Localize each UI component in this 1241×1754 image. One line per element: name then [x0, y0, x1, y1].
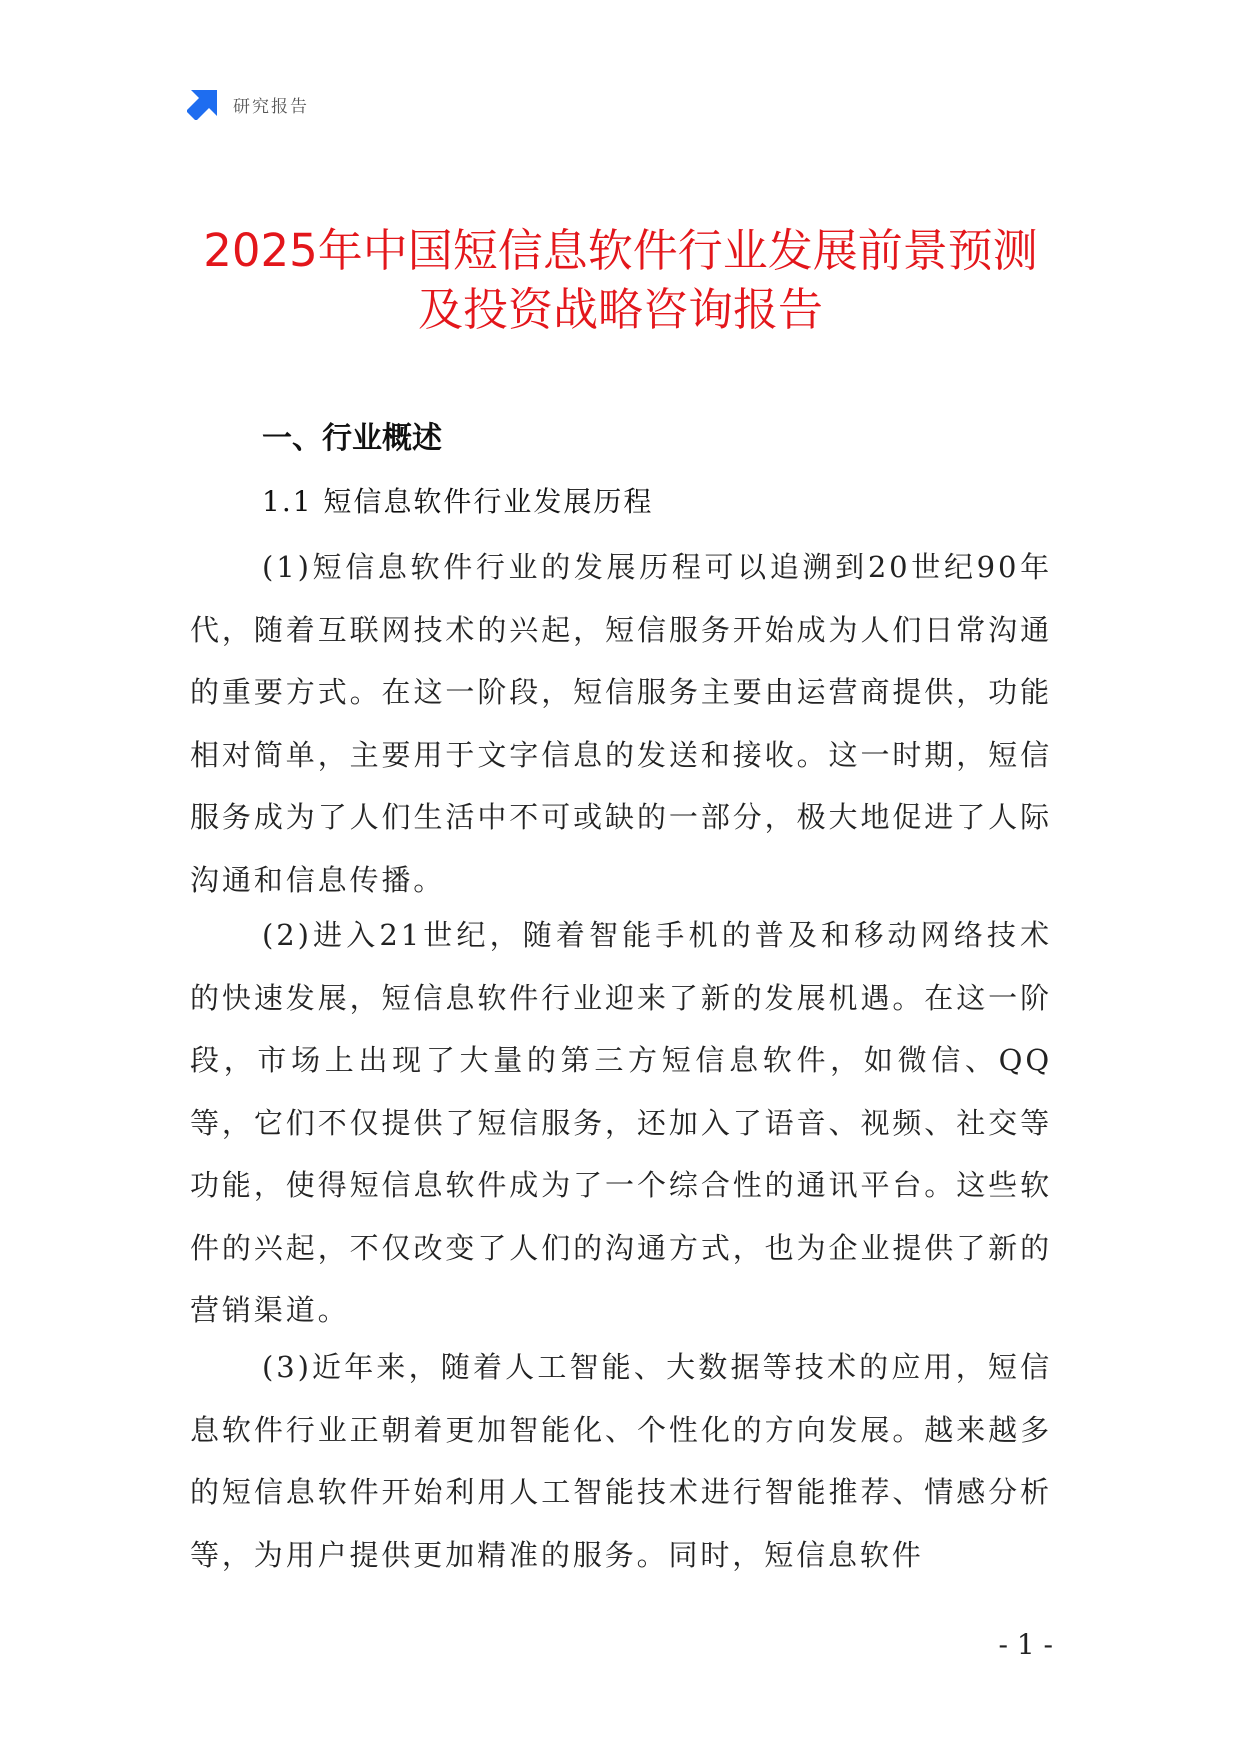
report-header — [187, 88, 309, 120]
body-paragraph-2: (2)进入21世纪，随着智能手机的普及和移动网络技术的快速发展，短信息软件行业迎来了新的发展机遇。在这一阶段，市场上出现了大量的第三方短信息软件，如微信、QQ等，它们不仅提供了短信服务，还加入了语音、视频、社交等功能，使得短信息软件成为了一个综合性的通讯平台。这些软件的兴起，不仅改变了人们的沟通方式，也为企业提供了新的营销渠道。 — [190, 918, 1052, 1327]
body-paragraph-3: (3)近年来，随着人工智能、大数据等技术的应用，短信息软件行业正朝着更加智能化、个性化的方向发展。越来越多的短信息软件开始利用人工智能技术进行智能推荐、情感分析等，为用户提供更加精准的服务。同时，短信息软件 — [190, 1350, 1052, 1572]
subsection-heading: 1.1 短信息软件行业发展历程 — [262, 485, 654, 518]
body-paragraph-1: (1)短信息软件行业的发展历程可以追溯到20世纪90年代，随着互联网技术的兴起，短信服务开始成为人们日常沟通的重要方式。在这一阶段，短信服务主要由运营商提供，功能相对简单，主要用于文字信息的发送和接收。这一时期，短信服务成为了人们生活中不可或缺的一部分，极大地促进了人际沟通和信息传播。 — [190, 550, 1052, 897]
page-number: - 1 - — [998, 1628, 1053, 1661]
arrow-up-right-icon — [187, 88, 219, 120]
report-title-line-1: 2025年中国短信息软件行业发展前景预测 — [203, 224, 1038, 277]
header-label: 研究报告 — [233, 96, 309, 117]
report-title-line-2: 及投资战略咨询报告 — [417, 283, 823, 336]
section-heading: 一、行业概述 — [262, 421, 442, 456]
